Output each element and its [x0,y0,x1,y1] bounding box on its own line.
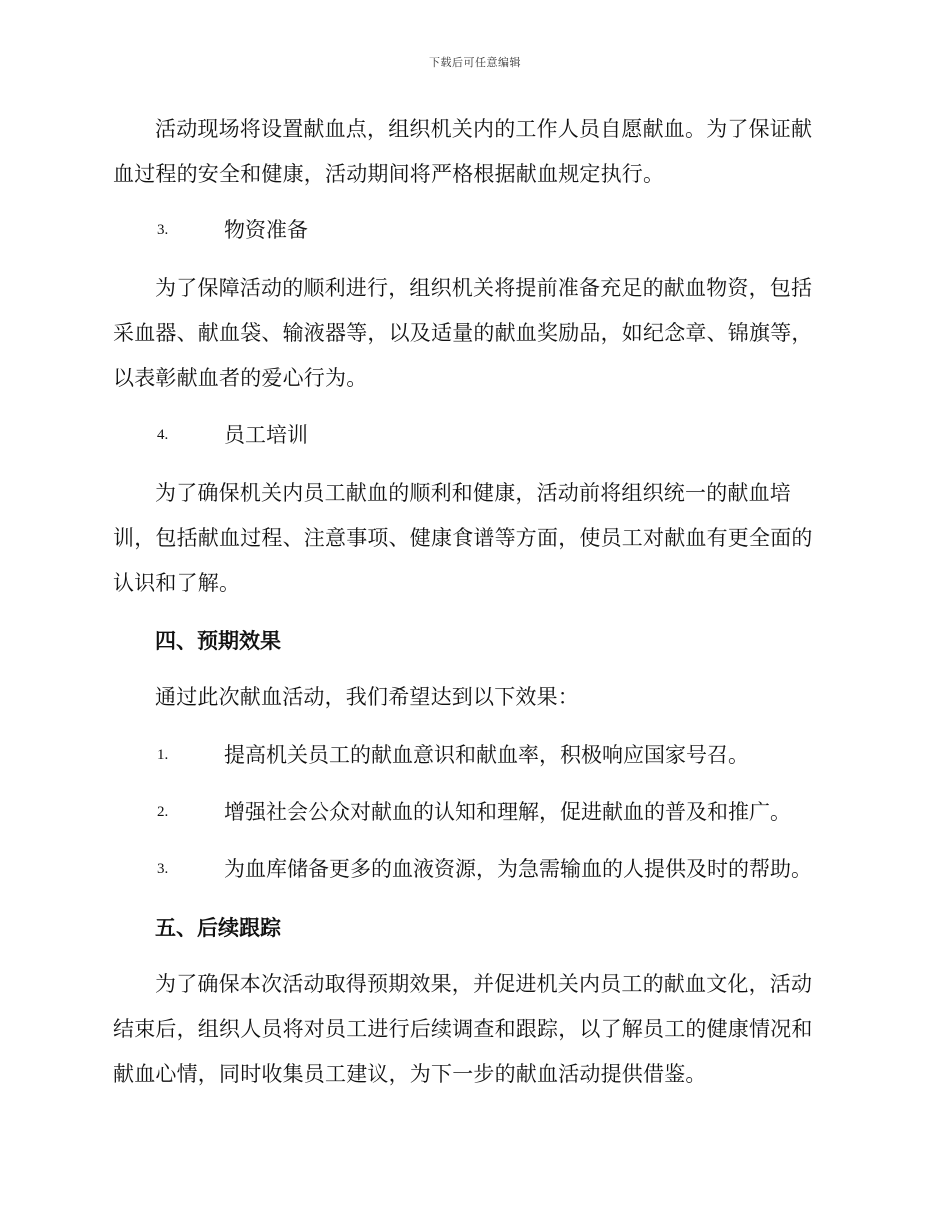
paragraph-effects-intro: 通过此次献血活动，我们希望达到以下效果： [155,685,579,709]
paragraph-materials: 为了保障活动的顺利进行，组织机关将提前准备充足的献血物资，包括采血器、献血袋、输液器等，以及适量的献血奖励品，如纪念章、锦旗等，以表彰献血者的爱心行为。 [113,276,813,390]
sub-item-number: 4. [157,427,169,443]
effect-number: 1. [157,747,169,763]
effect-text: 提高机关员工的献血意识和献血率，积极响应国家号召。 [224,743,749,767]
paragraph-follow-up: 为了确保本次活动取得预期效果，并促进机关内员工的献血文化，活动结束后，组织人员将对员工进行后续调查和跟踪，以了解员工的健康情况和献血心情，同时收集员工建议，为下一步的献血活动提供借鉴。 [113,972,813,1086]
sub-item-materials [113,208,831,253]
effect-list-item [113,733,831,778]
section-heading-expected-effects: 四、预期效果 [155,628,281,653]
effect-text: 为血库储备更多的血液资源，为急需输血的人提供及时的帮助。 [224,857,812,881]
paragraph-training: 为了确保机关内员工献血的顺利和健康，活动前将组织统一的献血培训，包括献血过程、注意事项、健康食谱等方面，使员工对献血有更全面的认识和了解。 [113,481,813,595]
effect-list-item [113,847,831,892]
page-header: 下载后可任意编辑 [429,56,521,69]
effect-number: 2. [157,804,169,820]
effect-list-item [113,790,831,835]
effect-number: 3. [157,861,169,877]
sub-item-training [113,413,831,458]
sub-item-title: 物资准备 [224,218,308,242]
effect-text: 增强社会公众对献血的认知和理解，促进献血的普及和推广。 [224,800,791,824]
sub-item-title: 员工培训 [224,423,308,447]
section-heading-follow-up: 五、后续跟踪 [155,915,281,940]
paragraph-blood-donation-site: 活动现场将设置献血点，组织机关内的工作人员自愿献血。为了保证献血过程的安全和健康，活动期间将严格根据献血规定执行。 [113,117,813,186]
sub-item-number: 3. [157,222,169,238]
